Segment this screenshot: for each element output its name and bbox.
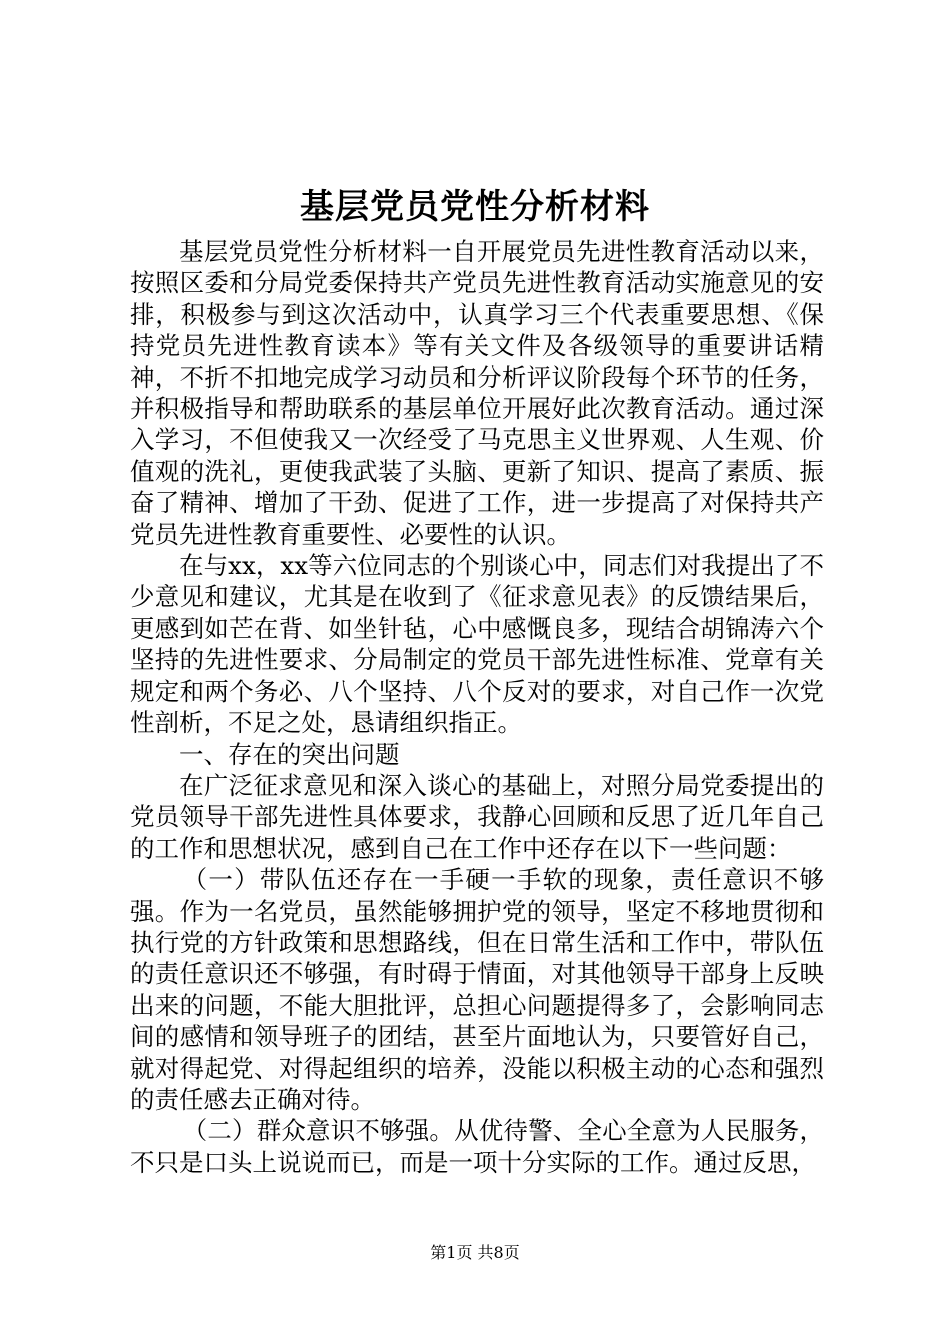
paragraph-self-analysis: 在与xx，xx等六位同志的个别谈心中，同志们对我提出了不少意见和建议，尤其是在收到了《征求意见表》的反馈结果后，更感到如芒在背、如坐针毡，心中感慨良多，现结合胡锦涛六个坚持的先进性要求、分局制定的党员干部先进性标准、党章有关规定和两个务必、八个坚持、八个反对的要求，对自己作一次党性剖析，不足之处，恳请组织指正。	[130, 551, 824, 738]
paragraph-problem-one: （一）带队伍还存在一手硬一手软的现象，责任意识不够强。作为一名党员，虽然能够拥护党的领导，坚定不移地贯彻和执行党的方针政策和思想路线，但在日常生活和工作中，带队伍的责任意识还不够强，有时碍于情面，对其他领导干部身上反映出来的问题，不能大胆批评，总担心问题提得多了，会影响同志间的感情和领导班子的团结，甚至片面地认为，只要管好自己，就对得起党、对得起组织的培养，没能以积极主动的心态和强烈的责任感去正确对待。	[130, 865, 824, 1114]
document-title: 基层党员党性分析材料	[300, 187, 650, 227]
paragraph-problem-two: （二）群众意识不够强。从优待警、全心全意为人民服务，不只是口头上说说而已，而是一项十分实际的工作。通过反思，	[130, 1116, 824, 1177]
paragraph-intro: 基层党员党性分析材料一自开展党员先进性教育活动以来，按照区委和分局党委保持共产党员先进性教育活动实施意见的安排，积极参与到这次活动中，认真学习三个代表重要思想、《保持党员先进性教育读本》等有关文件及各级领导的重要讲话精神，不折不扣地完成学习动员和分析评议阶段每个环节的任务，并积极指导和帮助联系的基层单位开展好此次教育活动。通过深入学习，不但使我又一次经受了马克思主义世界观、人生观、价值观的洗礼，更使我武装了头脑、更新了知识、提高了素质、振奋了精神、增加了干劲、促进了工作，进一步提高了对保持共产党员先进性教育重要性、必要性的认识。	[130, 237, 824, 549]
section-heading-problems: 一、存在的突出问题	[179, 739, 400, 769]
page-number-footer: 第1页 共8页	[430, 1243, 520, 1262]
paragraph-problems-overview: 在广泛征求意见和深入谈心的基础上，对照分局党委提出的党员领导干部先进性具体要求，我静心回顾和反思了近几年自己的工作和思想状况，感到自己在工作中还存在以下一些问题：	[130, 770, 824, 863]
document-body	[130, 236, 824, 1178]
